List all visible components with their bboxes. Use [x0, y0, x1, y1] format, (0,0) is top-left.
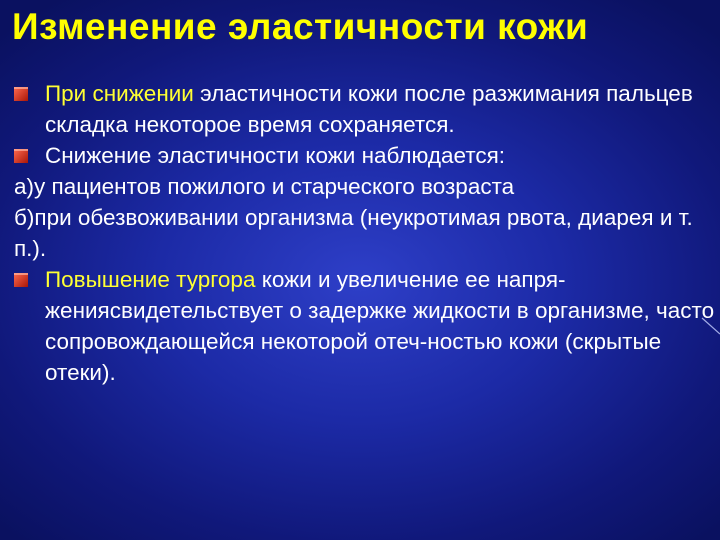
bullet-text: кожи и увеличение ее напря-жениясвидетельствует о задержке жидкости в организме, часто сопровождающейся некоторой отеч-ностью кожи (скрытые отеки). — [45, 267, 715, 385]
red-square-bullet-icon — [14, 87, 28, 101]
bullet-text: Снижение эластичности кожи наблюдается: — [45, 143, 506, 168]
highlight-text: При снижении — [45, 81, 194, 106]
list-item-dehydration: б)при обезвоживании организма (неукротимая рвота, диарея и т. п.). — [14, 205, 693, 261]
bullet-item-reduced-elasticity — [14, 78, 716, 140]
bullet-item-observed — [14, 140, 716, 171]
slide-title: Изменение эластичности кожи — [12, 6, 589, 47]
slide-content — [14, 78, 716, 388]
list-item-elderly: а)у пациентов пожилого и старческого возраста — [14, 174, 515, 199]
red-square-bullet-icon — [14, 273, 28, 287]
highlight-text: Повышение тургора — [45, 267, 256, 292]
red-square-bullet-icon — [14, 149, 28, 163]
bullet-text: эластичности кожи после разжимания пальцев складка некоторое время сохраняется. — [45, 81, 693, 137]
bullet-item-increased-turgor — [14, 264, 716, 388]
